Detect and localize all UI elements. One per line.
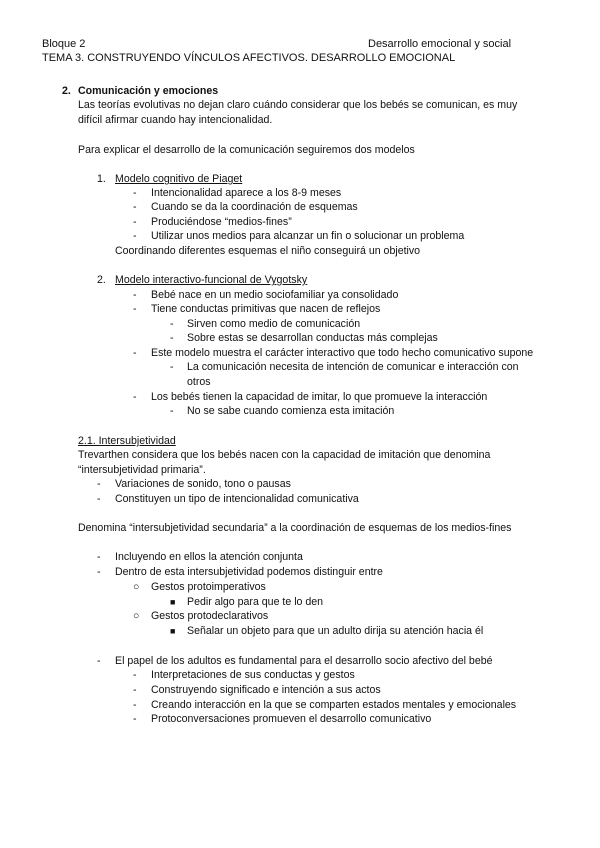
- header-topic: TEMA 3. CONSTRUYENDO VÍNCULOS AFECTIVOS. DESARROLLO EMOCIONAL: [42, 52, 456, 64]
- dash-bullet: -: [133, 289, 137, 301]
- header-block: Bloque 2: [42, 38, 86, 50]
- dash-bullet: -: [133, 713, 137, 725]
- dash-bullet: -: [133, 216, 137, 228]
- dash-bullet: -: [170, 318, 174, 330]
- list-item-continuation: otros: [187, 376, 211, 388]
- list-item: Utilizar unos medios para alcanzar un fin o solucionar un problema: [151, 230, 465, 242]
- list-item: Este modelo muestra el carácter interactivo que todo hecho comunicativo supone: [151, 347, 534, 359]
- square-bullet: ■: [170, 597, 176, 607]
- dash-bullet: -: [133, 230, 137, 242]
- list-item: Pedir algo para que te lo den: [187, 596, 324, 608]
- model-number: 1.: [97, 173, 106, 185]
- square-bullet: ■: [170, 626, 176, 636]
- list-item: Interpretaciones de sus conductas y gestos: [151, 669, 355, 681]
- dash-bullet: -: [97, 478, 101, 490]
- list-item: Variaciones de sonido, tono o pausas: [115, 478, 291, 490]
- dash-bullet: -: [133, 699, 137, 711]
- list-item: La comunicación necesita de intención de comunicar e interacción con: [187, 361, 519, 373]
- list-item: Incluyendo en ellos la atención conjunta: [115, 551, 303, 563]
- list-item: Intencionalidad aparece a los 8-9 meses: [151, 187, 342, 199]
- list-item: Protoconversaciones promueven el desarrollo comunicativo: [151, 713, 432, 725]
- model-title: Modelo cognitivo de Piaget: [115, 173, 243, 185]
- list-item: Sirven como medio de comunicación: [187, 318, 361, 330]
- paragraph-line: Trevarthen considera que los bebés nacen con la capacidad de imitación que denomina: [78, 449, 491, 461]
- dash-bullet: -: [97, 655, 101, 667]
- dash-bullet: -: [97, 566, 101, 578]
- dash-bullet: -: [170, 405, 174, 417]
- section-number: 2.: [62, 85, 71, 97]
- model-number: 2.: [97, 274, 106, 286]
- explain-text: Para explicar el desarrollo de la comunicación seguiremos dos modelos: [78, 144, 415, 156]
- list-item: Creando interacción en la que se comparten estados mentales y emocionales: [151, 699, 517, 711]
- list-item: Sobre estas se desarrollan conductas más complejas: [187, 332, 438, 344]
- list-item: Tiene conductas primitivas que nacen de reflejos: [151, 303, 381, 315]
- intro-line: difícil afirmar cuando hay intencionalidad.: [78, 114, 273, 126]
- list-item: Construyendo significado e intención a sus actos: [151, 684, 381, 696]
- dash-bullet: -: [97, 551, 101, 563]
- dash-bullet: -: [170, 361, 174, 373]
- model-conclusion: Coordinando diferentes esquemas el niño conseguirá un objetivo: [115, 245, 421, 257]
- secondary-definition: Denomina “intersubjetividad secundaria” a la coordinación de esquemas de los medios-fines: [78, 522, 512, 534]
- list-item: Constituyen un tipo de intencionalidad comunicativa: [115, 493, 359, 505]
- list-item: No se sabe cuando comienza esta imitación: [187, 405, 395, 417]
- subsection-title: 2.1. Intersubjetividad: [78, 435, 176, 447]
- circle-bullet: ○: [133, 581, 140, 593]
- dash-bullet: -: [170, 332, 174, 344]
- list-item: Señalar un objeto para que un adulto dirija su atención hacia él: [187, 625, 484, 637]
- list-item: Gestos protoimperativos: [151, 581, 266, 593]
- dash-bullet: -: [133, 684, 137, 696]
- list-item: Bebé nace en un medio sociofamiliar ya consolidado: [151, 289, 399, 301]
- circle-bullet: ○: [133, 610, 140, 622]
- dash-bullet: -: [97, 493, 101, 505]
- dash-bullet: -: [133, 201, 137, 213]
- dash-bullet: -: [133, 391, 137, 403]
- header-subject: Desarrollo emocional y social: [368, 38, 512, 50]
- model-title: Modelo interactivo-funcional de Vygotsky: [115, 274, 308, 286]
- dash-bullet: -: [133, 187, 137, 199]
- dash-bullet: -: [133, 669, 137, 681]
- intro-line: Las teorías evolutivas no dejan claro cuándo considerar que los bebés se comunican, es muy: [78, 99, 518, 111]
- dash-bullet: -: [133, 347, 137, 359]
- list-item: Cuando se da la coordinación de esquemas: [151, 201, 358, 213]
- list-item: El papel de los adultos es fundamental para el desarrollo socio afectivo del bebé: [115, 655, 493, 667]
- section-title: Comunicación y emociones: [78, 85, 219, 97]
- dash-bullet: -: [133, 303, 137, 315]
- list-item: Gestos protodeclarativos: [151, 610, 269, 622]
- list-item: Los bebés tienen la capacidad de imitar, lo que promueve la interacción: [151, 391, 488, 403]
- list-item: Produciéndose “medios-fines”: [151, 216, 292, 228]
- list-item: Dentro de esta intersubjetividad podemos distinguir entre: [115, 566, 383, 578]
- paragraph-line: “intersubjetividad primaria”.: [78, 464, 206, 476]
